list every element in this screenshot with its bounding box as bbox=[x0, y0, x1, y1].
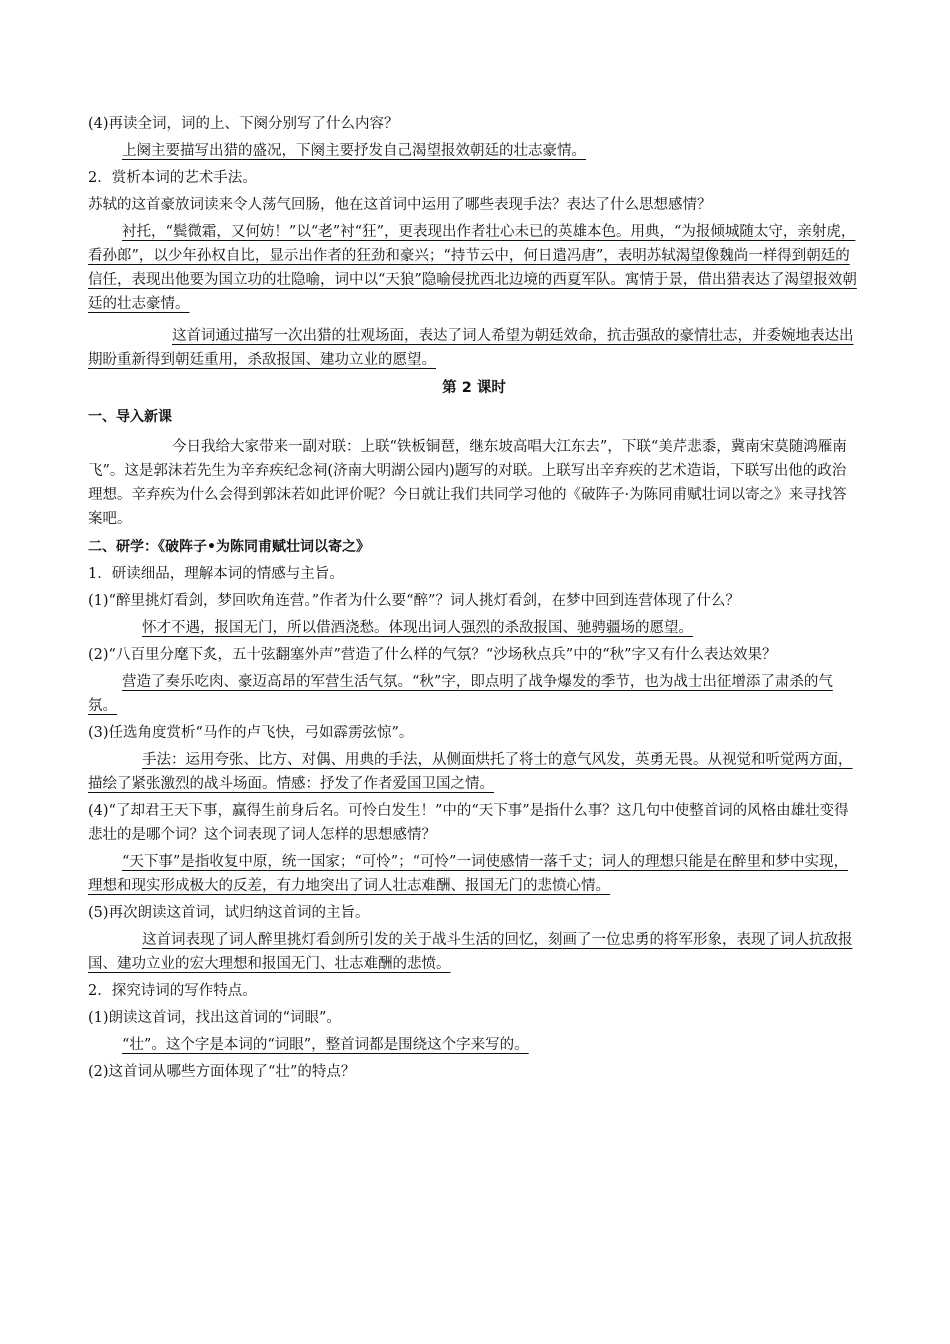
s1q2-prompt: (2)“八百里分麾下炙，五十弦翻塞外声”营造了什么样的气氛？“沙场秋点兵”中的“秋”字又有什么表达效果？ bbox=[88, 647, 777, 663]
s1q4-answer: “天下事”是指收复中原，统一国家；“可怜”；“可怜”一词使感情一落千丈；词人的理想只能是在醉里和梦中实现，理想和现实形成极大的反差，有力地突出了词人壮志难酬、报国无门的悲愤心情。 bbox=[88, 854, 848, 894]
s1q4-prompt: (4)“了却君王天下事，赢得生前身后名。可怜白发生！”中的“天下事”是指什么事？这几句中使整首词的风格由雄壮变得悲壮的是哪个词？这个词表现了词人怎样的思想感情？ bbox=[88, 803, 849, 843]
section2-title: 二、研学：《破阵子•为陈同甫赋壮词以寄之》 bbox=[88, 539, 370, 555]
document-page bbox=[88, 112, 860, 1084]
s1q1-answer: 怀才不遇，报国无门，所以借酒浇愁。体现出词人强烈的杀敌报国、驰骋疆场的愿望。 bbox=[142, 620, 693, 636]
q4-answer: 上阕主要描写出猎的盛况，下阕主要抒发自己渴望报效朝廷的壮志豪情。 bbox=[122, 143, 586, 159]
summary-paragraph: 这首词通过描写一次出猎的壮观场面，表达了词人希望为朝廷效命，抗击强敌的豪情壮志，并委婉地表达出期盼重新得到朝廷重用，杀敌报国、建功立业的愿望。 bbox=[88, 328, 854, 368]
item2-answer: 衬托，“鬓微霜，又何妨！”以“老”衬“狂”，更表现出作者壮心未已的英雄本色。用典，“为报倾城随太守，亲射虎，看孙郎”，以少年孙权自比，显示出作者的狂劲和豪兴；“持节云中，何日遣冯唐”，表明苏轼渴望像魏尚一样得到朝廷的信任，表现出他要为国立功的壮隐喻，词中以“天狼”隐喻侵扰西北边境的西夏军队。寓情于景，借出猎表达了渴望报效朝廷的壮志豪情。 bbox=[88, 224, 857, 312]
q4-prompt: (4)再读全词，词的上、下阕分别写了什么内容？ bbox=[88, 116, 399, 132]
s2q1-prompt: (1)朗读这首词，找出这首词的“词眼”。 bbox=[88, 1010, 341, 1026]
lesson2-title: 第 2 课时 bbox=[442, 380, 506, 396]
section1-title: 一、导入新课 bbox=[88, 409, 172, 425]
s2q1-answer: “壮”。这个字是本词的“词眼”，整首词都是围绕这个字来写的。 bbox=[122, 1037, 529, 1053]
s1q2-answer: 营造了奏乐吃肉、豪迈高昂的军营生活气氛。“秋”字，即点明了战争爆发的季节，也为战士出征增添了肃杀的气氛。 bbox=[88, 674, 833, 714]
subsection1-title: 1．研读细品，理解本词的情感与主旨。 bbox=[88, 566, 344, 582]
s2q2-prompt: (2)这首词从哪些方面体现了“壮”的特点？ bbox=[88, 1064, 356, 1080]
subsection2-title: 2．探究诗词的写作特点。 bbox=[88, 983, 257, 999]
s1q3-answer: 手法：运用夸张、比方、对偶、用典的手法，从侧面烘托了将士的意气风发，英勇无畏。从视觉和听觉两方面，描绘了紧张激烈的战斗场面。情感：抒发了作者爱国卫国之情。 bbox=[88, 752, 853, 792]
item2-title: 2．赏析本词的艺术手法。 bbox=[88, 170, 257, 186]
s1q1-prompt: (1)“醉里挑灯看剑，梦回吹角连营。”作者为什么要“醉”？词人挑灯看剑，在梦中回到连营体现了什么？ bbox=[88, 593, 740, 609]
s1q5-prompt: (5)再次朗读这首词，试归纳这首词的主旨。 bbox=[88, 905, 370, 921]
s1q3-prompt: (3)任选角度赏析“马作的卢飞快，弓如霹雳弦惊”。 bbox=[88, 725, 414, 741]
s1q5-answer: 这首词表现了词人醉里挑灯看剑所引发的关于战斗生活的回忆，刻画了一位忠勇的将军形象，表现了词人抗敌报国、建功立业的宏大理想和报国无门、壮志难酬的悲愤。 bbox=[88, 932, 853, 972]
item2-prompt: 苏轼的这首豪放词读来令人荡气回肠，他在这首词中运用了哪些表现手法？表达了什么思想感情？ bbox=[88, 197, 712, 213]
section1-body: 今日我给大家带来一副对联：上联“铁板铜琶，继东坡高唱大江东去”，下联“美芹悲黍，冀南宋莫随鸿雁南飞”。这是郭沫若先生为辛弃疾纪念祠(济南大明湖公园内)题写的对联。上联写出辛弃疾的艺术造诣，下联写出他的政治理想。辛弃疾为什么会得到郭沫若如此评价呢？今日就让我们共同学习他的《破阵子·为陈同甫赋壮词以寄之》来寻找答案吧。 bbox=[88, 439, 847, 527]
